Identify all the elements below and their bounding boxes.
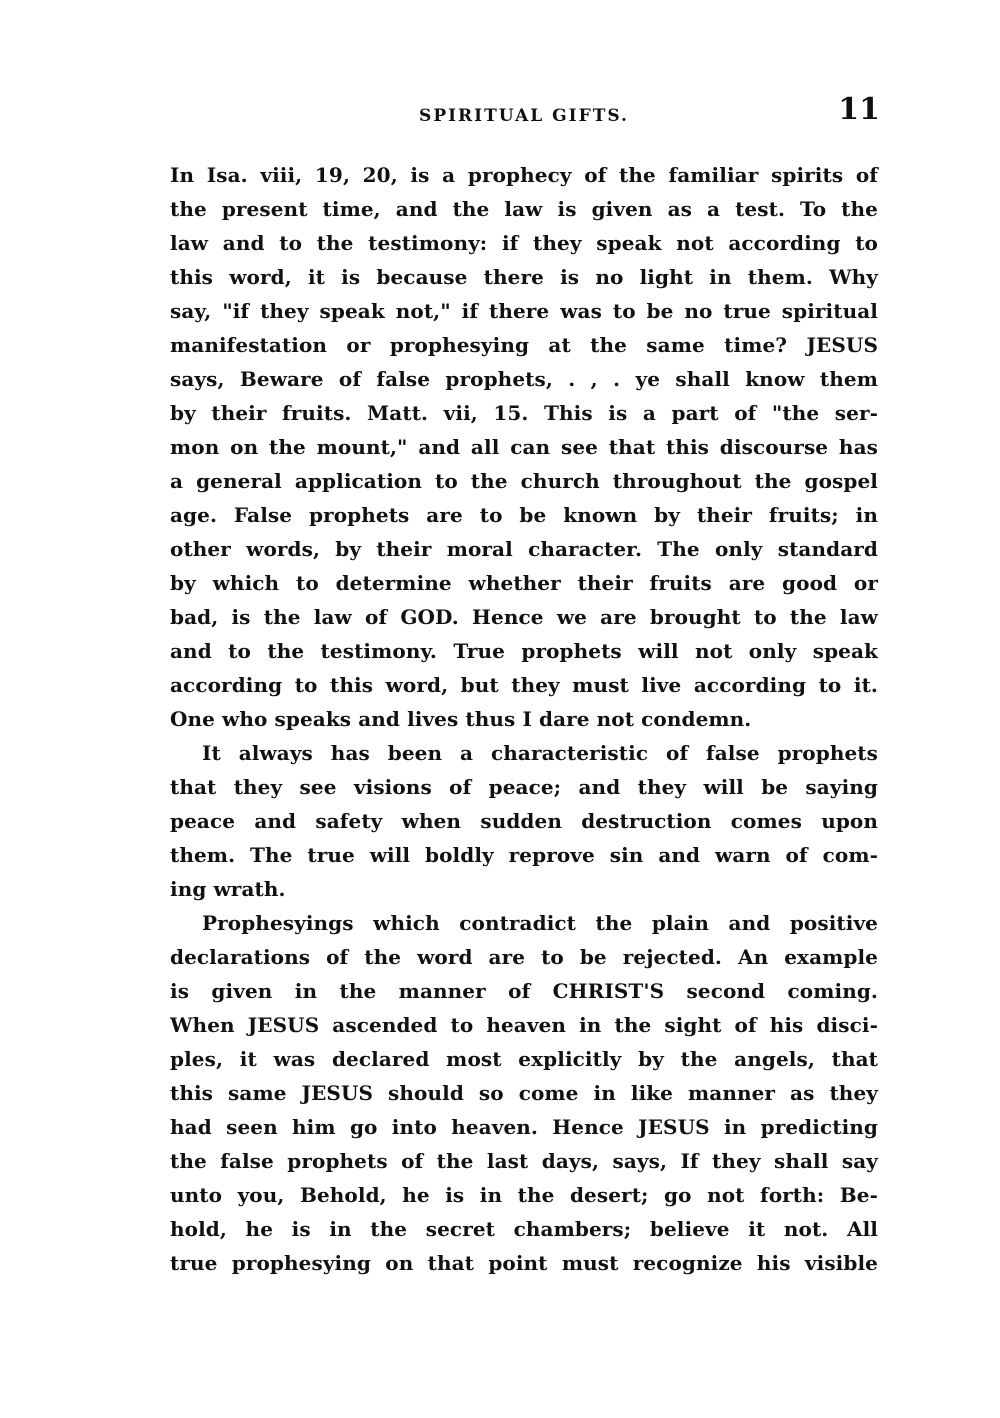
body-text [170,158,878,1280]
text-line: is given in the manner of CHRIST'S second coming. [170,979,878,1003]
text-line: ples, it was declared most explicitly by the angels, that [170,1047,878,1071]
text-line: mon on the mount," and all can see that this discourse has [170,435,878,459]
text-line: by their fruits. Matt. vii, 15. This is a part of "the ser- [170,401,878,425]
text-line: that they see visions of peace; and they will be saying [170,775,878,799]
paragraph-2 [170,736,878,906]
paragraph-3 [170,906,878,1280]
text-line: according to this word, but they must live according to it. [170,673,878,697]
text-line: law and to the testimony: if they speak not according to [170,231,878,255]
text-line: Prophesyings which contradict the plain and positive [202,911,878,935]
text-line: other words, by their moral character. The only standard [170,537,878,561]
running-head [168,92,880,136]
text-line: true prophesying on that point must recognize his visible [170,1251,878,1275]
text-line: this same JESUS should so come in like manner as they [170,1081,878,1105]
text-line: unto you, Behold, he is in the desert; go not forth: Be- [170,1183,878,1207]
text-line: a general application to the church throughout the gospel [170,469,878,493]
text-line: declarations of the word are to be rejected. An example [170,945,878,969]
text-line: the present time, and the law is given as a test. To the [170,197,878,221]
text-line: says, Beware of false prophets, . , . ye shall know them [170,367,878,391]
paragraph-1 [170,158,878,736]
text-line: this word, it is because there is no light in them. Why [170,265,878,289]
page-number: 11 [838,92,880,127]
text-line: hold, he is in the secret chambers; believe it not. All [170,1217,878,1241]
text-line: by which to determine whether their fruits are good or [170,571,878,595]
text-line: peace and safety when sudden destruction comes upon [170,809,878,833]
running-title: SPIRITUAL GIFTS. [419,106,629,126]
text-line: In Isa. viii, 19, 20, is a prophecy of the familiar spirits of [170,163,878,187]
text-line: age. False prophets are to be known by their fruits; in [170,503,878,527]
text-line: One who speaks and lives thus I dare not condemn. [170,707,752,731]
text-line: and to the testimony. True prophets will not only speak [170,639,878,663]
text-line: manifestation or prophesying at the same time? JESUS [170,333,878,357]
text-line: them. The true will boldly reprove sin and warn of com- [170,843,878,867]
text-line: had seen him go into heaven. Hence JESUS in predicting [170,1115,878,1139]
text-line: the false prophets of the last days, says, If they shall say [170,1149,878,1173]
text-line: When JESUS ascended to heaven in the sight of his disci- [170,1013,878,1037]
text-line: say, "if they speak not," if there was to be no true spiritual [170,299,878,323]
text-line: ing wrath. [170,877,286,901]
text-line: It always has been a characteristic of false prophets [202,741,878,765]
text-line: bad, is the law of GOD. Hence we are brought to the law [170,605,878,629]
